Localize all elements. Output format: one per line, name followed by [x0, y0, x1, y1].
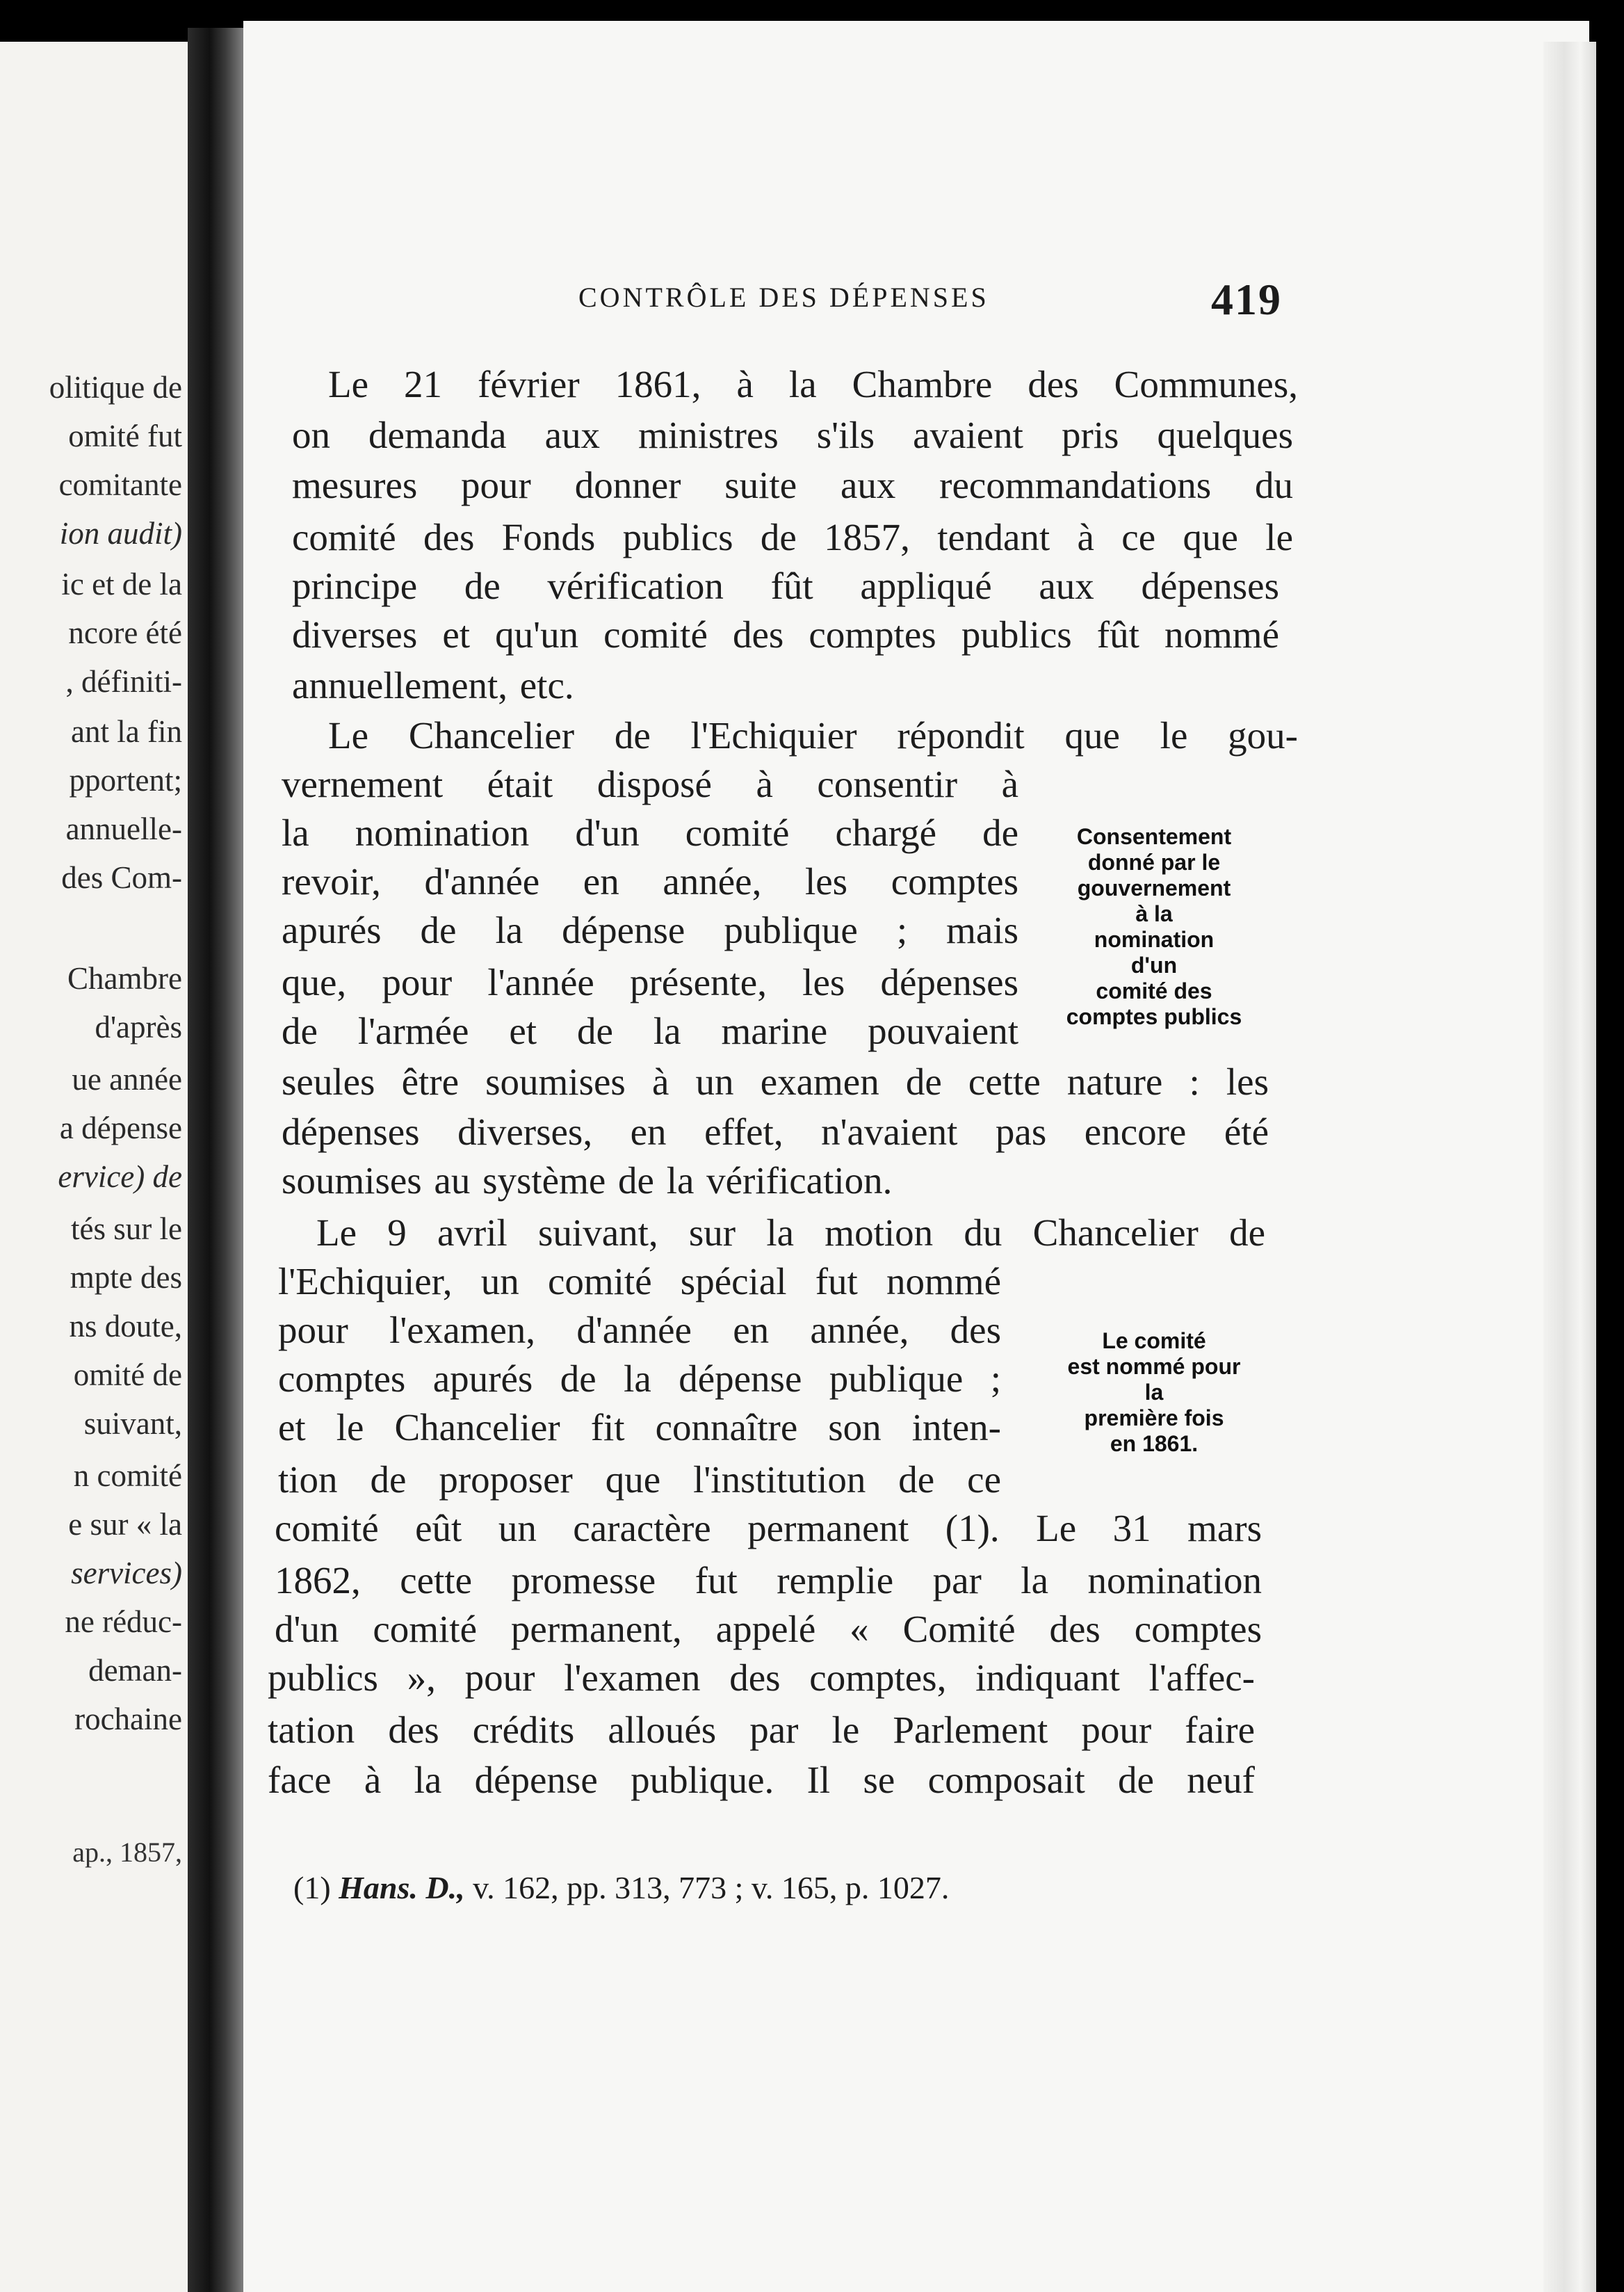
margin-note-line: nomination	[1094, 927, 1215, 952]
body-line: mesures pour donner suite aux recommandations du	[292, 464, 1293, 506]
previous-page-line: comitante	[58, 467, 182, 502]
running-head	[334, 275, 1307, 324]
body-line: publics », pour l'examen des comptes, indiquant l'affec-	[268, 1656, 1255, 1699]
margin-note-line: en 1861.	[1110, 1431, 1199, 1456]
body-line: la nomination d'un comité chargé de	[282, 812, 1018, 854]
body-line: tion de proposer que l'institution de ce	[278, 1458, 1001, 1501]
page	[243, 21, 1589, 2292]
footnote-marker: (1)	[293, 1870, 331, 1905]
book-gutter	[188, 28, 250, 2292]
body-line: Le Chancelier de l'Echiquier répondit que le gou-	[328, 714, 1298, 757]
body-line: face à la dépense publique. Il se composait de neuf	[268, 1759, 1255, 1801]
body-line: principe de vérification fût appliqué aux dépenses	[292, 565, 1279, 607]
previous-page-line: mpte des	[70, 1260, 182, 1295]
previous-page-line: ue année	[72, 1062, 182, 1097]
body-line: revoir, d'année en année, les comptes	[282, 860, 1018, 903]
footnote	[293, 1869, 949, 1906]
footnote-source: Hans. D.,	[339, 1870, 465, 1905]
margin-note-line: Le comité	[1102, 1328, 1206, 1353]
previous-page-line: ns doute,	[69, 1309, 182, 1343]
body-line: apurés de la dépense publique ; mais	[282, 909, 1018, 951]
body-line: 1862, cette promesse fut remplie par la nomination	[275, 1559, 1262, 1601]
previous-page-line: ne réduc-	[65, 1604, 182, 1639]
margin-note-line: est nommé pour	[1067, 1354, 1241, 1379]
previous-page-line: tés sur le	[71, 1211, 182, 1246]
previous-page-line: ncore été	[68, 615, 182, 650]
margin-note-line: comité des	[1096, 978, 1212, 1003]
previous-page-line: Chambre	[67, 961, 182, 996]
page-edge	[1543, 42, 1596, 2292]
margin-note-line: première fois	[1084, 1405, 1224, 1430]
margin-note-line: donné par le	[1087, 850, 1221, 875]
previous-page-line: rochaine	[74, 1702, 182, 1736]
previous-page-line: pportent;	[69, 763, 182, 798]
previous-page-line: suivant,	[83, 1406, 182, 1441]
previous-page-line: ervice) de	[58, 1159, 182, 1194]
body-line: Le 21 février 1861, à la Chambre des Communes,	[328, 363, 1298, 405]
previous-page-line: omité de	[73, 1357, 182, 1392]
previous-page-line: a dépense	[59, 1111, 182, 1145]
body-line: diverses et qu'un comité des comptes publics fût nommé	[292, 613, 1279, 656]
scan-border	[1596, 0, 1624, 2292]
previous-page-line: annuelle-	[65, 812, 182, 846]
previous-page-line: d'après	[95, 1010, 182, 1044]
body-line: l'Echiquier, un comité spécial fut nommé	[278, 1260, 1001, 1302]
previous-page	[0, 42, 195, 2292]
margin-note-comite	[1029, 1328, 1279, 1457]
margin-note-line: gouvernement	[1077, 875, 1231, 901]
previous-page-footnote: ap., 1857,	[72, 1837, 182, 1868]
body-line: pour l'examen, d'année en année, des	[278, 1309, 1001, 1351]
margin-note-line: d'un	[1130, 953, 1178, 978]
body-line: d'un comité permanent, appelé « Comité des comptes	[275, 1608, 1262, 1650]
previous-page-line: ic et de la	[61, 567, 182, 602]
body-line: annuellement, etc.	[292, 664, 574, 707]
body-line: de l'armée et de la marine pouvaient	[282, 1010, 1018, 1052]
body-line: tation des crédits alloués par le Parlement pour faire	[268, 1709, 1255, 1751]
previous-page-line: , définiti-	[65, 664, 182, 699]
page-number: 419	[1211, 275, 1282, 324]
body-line: que, pour l'année présente, les dépenses	[282, 961, 1018, 1003]
previous-page-line: des Com-	[61, 860, 182, 895]
previous-page-line: ion audit)	[59, 516, 182, 551]
footnote-reference: v. 162, pp. 313, 773 ; v. 165, p. 1027.	[473, 1870, 950, 1905]
previous-page-line: services)	[71, 1556, 182, 1590]
previous-page-line: olitique de	[49, 370, 182, 405]
body-line: soumises au système de la vérification.	[282, 1159, 893, 1202]
margin-note-line: comptes publics	[1066, 1004, 1242, 1029]
body-line: comité eût un caractère permanent (1). Le 31 mars	[275, 1507, 1262, 1549]
body-line: et le Chancelier fit connaître son inten-	[278, 1406, 1001, 1448]
previous-page-line: omité fut	[68, 419, 182, 453]
margin-note-line: la	[1144, 1380, 1164, 1405]
margin-note-line: Consentement	[1076, 824, 1232, 849]
body-line: seules être soumises à un examen de cette nature : les	[282, 1060, 1269, 1103]
running-head-title: CONTRÔLE DES DÉPENSES	[578, 282, 989, 313]
body-line: vernement était disposé à consentir à	[282, 763, 1018, 805]
body-line: dépenses diverses, en effet, n'avaient pas encore été	[282, 1111, 1269, 1153]
previous-page-line: ant la fin	[71, 714, 182, 749]
previous-page-line: deman-	[88, 1653, 182, 1688]
body-line: comité des Fonds publics de 1857, tendant à ce que le	[292, 516, 1293, 558]
body-line: Le 9 avril suivant, sur la motion du Chancelier de	[316, 1211, 1265, 1254]
margin-note-line: à la	[1135, 901, 1173, 926]
margin-note-consentement	[1039, 824, 1269, 1030]
previous-page-line: e sur « la	[68, 1507, 182, 1542]
body-line: comptes apurés de la dépense publique ;	[278, 1357, 1001, 1400]
previous-page-line: n comité	[73, 1458, 182, 1493]
body-line: on demanda aux ministres s'ils avaient pris quelques	[292, 414, 1293, 456]
